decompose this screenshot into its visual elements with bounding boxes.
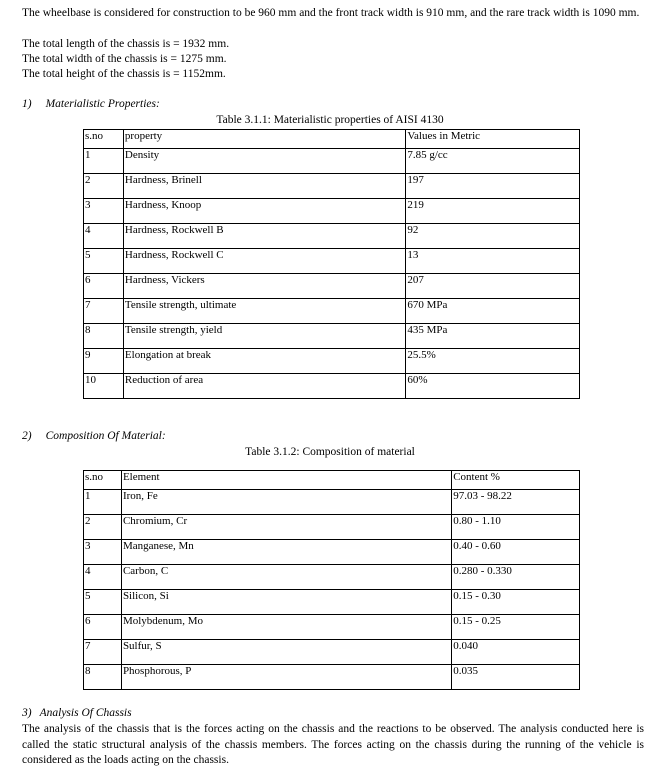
- table-cell: 4: [84, 224, 124, 249]
- intro-width-text: The total width of the chassis is = 1275 mm.: [22, 53, 227, 65]
- table-cell: 97.03 - 98.22: [452, 490, 580, 515]
- table-cell: 0.280 - 0.330: [452, 565, 580, 590]
- table-row: [84, 199, 580, 224]
- section1-heading: [22, 98, 160, 110]
- section3-number: 3): [22, 707, 32, 719]
- table-cell: 25.5%: [406, 349, 580, 374]
- table-cell: Elongation at break: [123, 349, 405, 374]
- table-row: [84, 540, 580, 565]
- table-cell: Hardness, Rockwell C: [123, 249, 405, 274]
- table-cell: 7: [84, 299, 124, 324]
- table-row: [84, 490, 580, 515]
- table-cell: 60%: [406, 374, 580, 399]
- section3-body: The analysis of the chassis that is the forces acting on the chassis and the reactions to be observed. The analysis conducted here is called the static structural analysis of the chassis members. The forces acting on the chassis during the running of the vehicle is considered as the loads acting on the chassis.: [22, 723, 644, 766]
- table-cell: 1: [84, 490, 122, 515]
- table-header-cell: Element: [121, 471, 451, 490]
- table-cell: 5: [84, 590, 122, 615]
- table-cell: 0.40 - 0.60: [452, 540, 580, 565]
- section2-heading: [22, 430, 166, 442]
- table-row: [84, 640, 580, 665]
- table-cell: 2: [84, 515, 122, 540]
- table-cell: 7: [84, 640, 122, 665]
- table-row: [84, 174, 580, 199]
- table-cell: Silicon, Si: [121, 590, 451, 615]
- section2-title: Composition Of Material:: [45, 430, 166, 442]
- table-row: [84, 249, 580, 274]
- intro-length-text: The total length of the chassis is = 1932 mm.: [22, 38, 230, 50]
- table-cell: 0.15 - 0.30: [452, 590, 580, 615]
- intro-height-text: The total height of the chassis is = 1152mm.: [22, 68, 226, 80]
- table-cell: 6: [84, 274, 124, 299]
- table-cell: 9: [84, 349, 124, 374]
- table1-caption: Table 3.1.1: Materialistic properties of AISI 4130: [216, 114, 444, 126]
- table-row: [84, 349, 580, 374]
- table-cell: 435 MPa: [406, 324, 580, 349]
- table-row: [84, 324, 580, 349]
- table-row: [84, 515, 580, 540]
- section2-number: 2): [22, 430, 32, 442]
- table-cell: Sulfur, S: [121, 640, 451, 665]
- table-header-cell: s.no: [84, 130, 124, 149]
- composition-table: [83, 470, 580, 690]
- table-row: [84, 590, 580, 615]
- table-cell: Reduction of area: [123, 374, 405, 399]
- table-cell: 197: [406, 174, 580, 199]
- table-header-cell: property: [123, 130, 405, 149]
- section1-number: 1): [22, 98, 32, 110]
- table-header-row: [84, 130, 580, 149]
- table-row: [84, 565, 580, 590]
- table-cell: Hardness, Knoop: [123, 199, 405, 224]
- table-cell: Tensile strength, ultimate: [123, 299, 405, 324]
- section1-title: Materialistic Properties:: [45, 98, 160, 110]
- table-cell: 670 MPa: [406, 299, 580, 324]
- table2-caption: Table 3.1.2: Composition of material: [245, 446, 415, 458]
- table-cell: 92: [406, 224, 580, 249]
- section3-heading: [22, 707, 132, 719]
- section3-title: Analysis Of Chassis: [39, 707, 132, 719]
- table-row: [84, 299, 580, 324]
- table-cell: Tensile strength, yield: [123, 324, 405, 349]
- table-cell: 0.15 - 0.25: [452, 615, 580, 640]
- table-cell: 8: [84, 665, 122, 690]
- table-cell: 3: [84, 199, 124, 224]
- table-cell: Iron, Fe: [121, 490, 451, 515]
- table-cell: 3: [84, 540, 122, 565]
- table-cell: 6: [84, 615, 122, 640]
- table-header-cell: Values in Metric: [406, 130, 580, 149]
- table-cell: Hardness, Vickers: [123, 274, 405, 299]
- table-cell: Phosphorous, P: [121, 665, 451, 690]
- table-cell: 5: [84, 249, 124, 274]
- table-cell: Molybdenum, Mo: [121, 615, 451, 640]
- table-cell: 4: [84, 565, 122, 590]
- table-cell: Hardness, Rockwell B: [123, 224, 405, 249]
- table-cell: 0.040: [452, 640, 580, 665]
- intro-wheelbase-text: The wheelbase is considered for construction to be 960 mm and the front track width is 910 mm, and the rare track width is 1090 mm.: [22, 7, 640, 19]
- table-cell: 0.80 - 1.10: [452, 515, 580, 540]
- table-cell: 10: [84, 374, 124, 399]
- table-header-row: [84, 471, 580, 490]
- table-row: [84, 224, 580, 249]
- composition-table-body: [84, 471, 580, 690]
- table-cell: 0.035: [452, 665, 580, 690]
- table-cell: Carbon, C: [121, 565, 451, 590]
- table-cell: 7.85 g/cc: [406, 149, 580, 174]
- table-cell: 2: [84, 174, 124, 199]
- table-cell: Chromium, Cr: [121, 515, 451, 540]
- table-header-cell: Content %: [452, 471, 580, 490]
- table-row: [84, 274, 580, 299]
- table-row: [84, 615, 580, 640]
- table-row: [84, 665, 580, 690]
- properties-table: [83, 129, 580, 399]
- table-cell: 219: [406, 199, 580, 224]
- table-cell: Hardness, Brinell: [123, 174, 405, 199]
- table-cell: Density: [123, 149, 405, 174]
- table-cell: 1: [84, 149, 124, 174]
- table-row: [84, 149, 580, 174]
- table-row: [84, 374, 580, 399]
- table-cell: 207: [406, 274, 580, 299]
- table-cell: 8: [84, 324, 124, 349]
- table-cell: Manganese, Mn: [121, 540, 451, 565]
- table-cell: 13: [406, 249, 580, 274]
- table-header-cell: s.no: [84, 471, 122, 490]
- properties-table-body: [84, 130, 580, 399]
